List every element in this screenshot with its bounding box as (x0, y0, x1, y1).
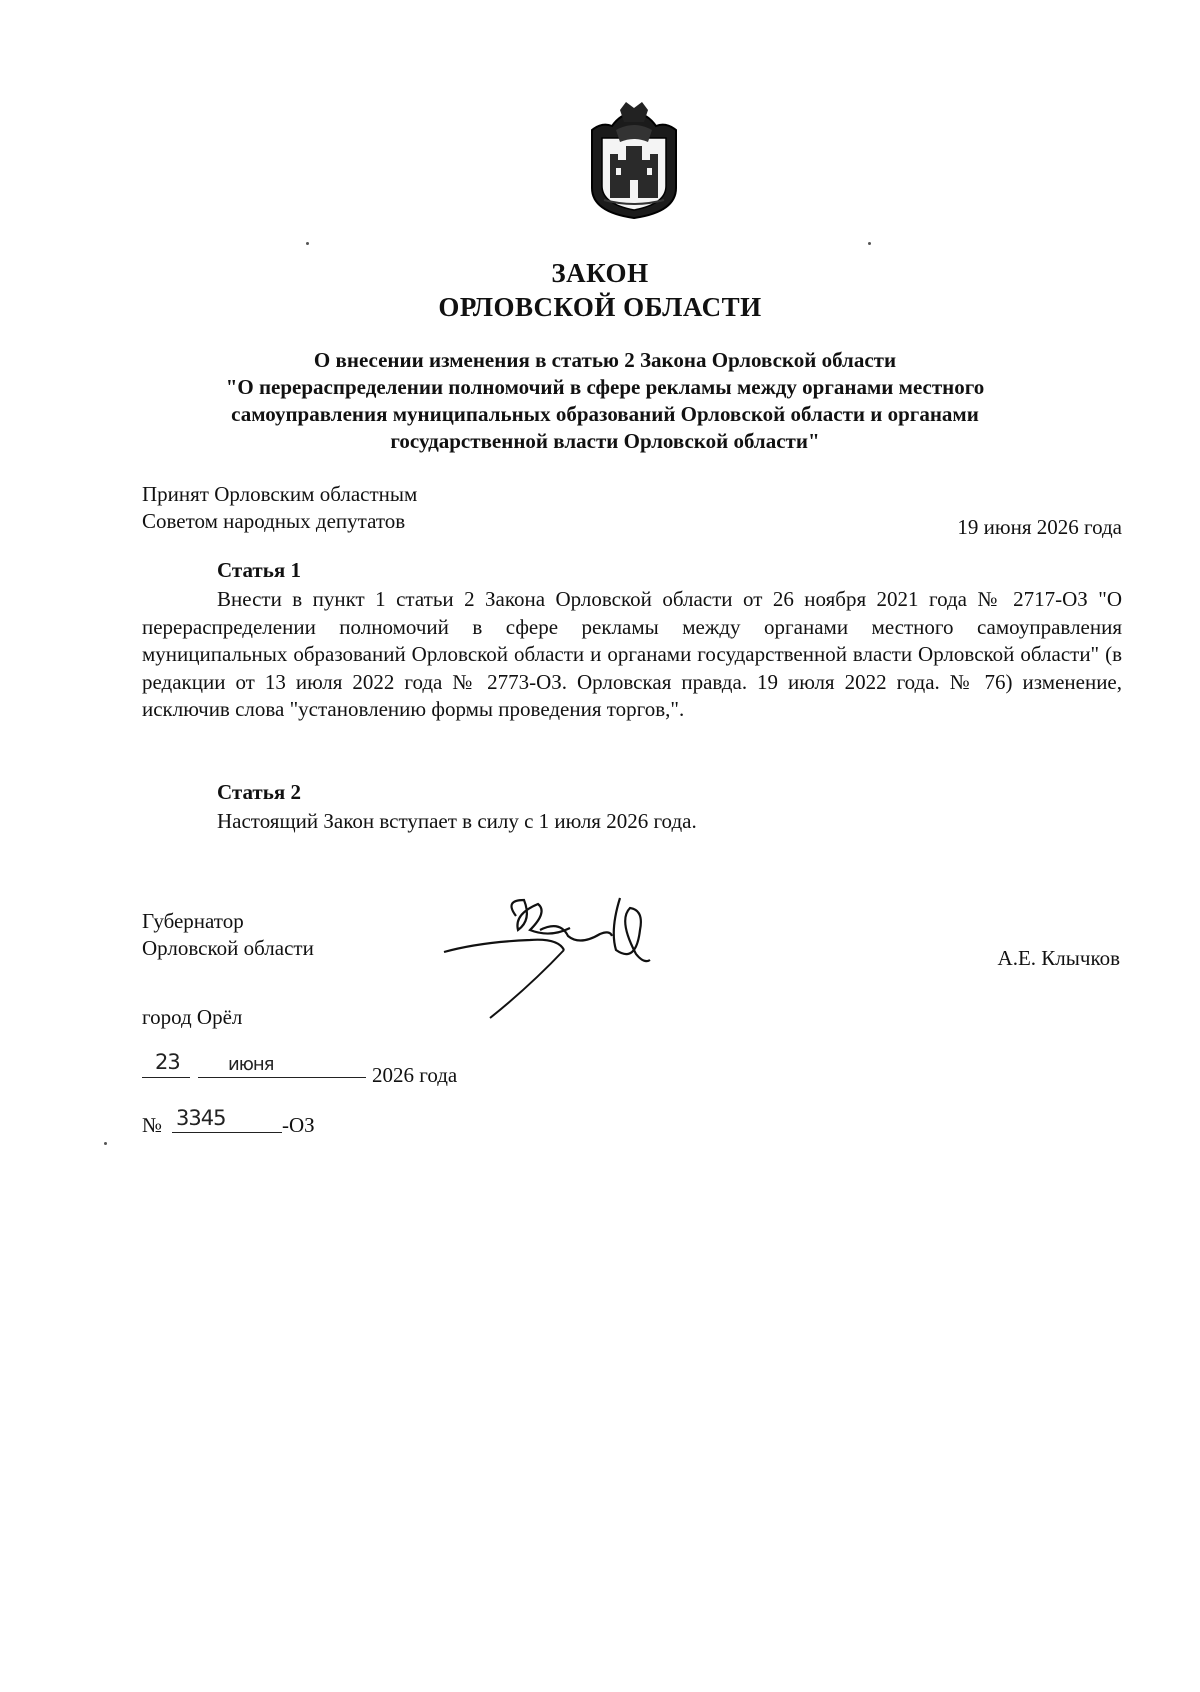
adoption-line2: Советом народных депутатов (142, 509, 406, 533)
subtitle-line: самоуправления муниципальных образований Орловской области и органами (231, 402, 979, 426)
subtitle-line: государственной власти Орловской области" (390, 429, 820, 453)
signing-year: 2026 года (372, 1063, 458, 1087)
city-of-signing: город Орёл (142, 1005, 243, 1029)
scan-speck (104, 1142, 107, 1145)
law-number-suffix: -ОЗ (282, 1113, 315, 1137)
signer-name: А.Е. Клычков (997, 946, 1120, 970)
subtitle-line: "О перераспределении полномочий в сфере рекламы между органами местного (225, 375, 985, 399)
signer-position-line2: Орловской области (142, 936, 314, 960)
document-title-line1: ЗАКОН (551, 258, 649, 288)
article-1-heading: Статья 1 (217, 558, 301, 582)
number-underline (172, 1132, 282, 1133)
law-number: 3345 (176, 1106, 226, 1130)
article-1-text: Внести в пункт 1 статьи 2 Закона Орловской области от 26 ноября 2021 года № 2717-ОЗ "О перераспределении полномочий в сфере рекламы между органами местного самоуправления муниципальных образований Орловской области и органами государственной власти Орловской области" (в редакции от 13 июля 2022 года № 2773-ОЗ. Орловская правда. 19 июля 2022 года. № 76) изменение, исключив слова "установлению формы проведения торгов,". (142, 587, 1122, 721)
article-2-heading: Статья 2 (217, 780, 301, 804)
handwritten-signature (440, 890, 670, 1040)
scan-speck (868, 242, 871, 245)
signer-position-line1: Губернатор (142, 909, 244, 933)
law-number-prefix: № (142, 1113, 163, 1137)
coat-of-arms-emblem (582, 100, 686, 220)
subtitle-line: О внесении изменения в статью 2 Закона Орловской области (313, 348, 897, 372)
signing-month: июня (228, 1054, 274, 1075)
document-subtitle (150, 347, 1060, 455)
day-underline (142, 1077, 190, 1078)
article-2-text: Настоящий Закон вступает в силу с 1 июля 2026 года. (217, 809, 697, 833)
adoption-date: 19 июня 2026 года (957, 515, 1122, 539)
scan-speck (306, 242, 309, 245)
month-underline (198, 1077, 366, 1078)
document-title-line2: ОРЛОВСКОЙ ОБЛАСТИ (438, 292, 762, 322)
adoption-line1: Принят Орловским областным (142, 482, 418, 506)
signing-day: 23 (155, 1050, 180, 1074)
